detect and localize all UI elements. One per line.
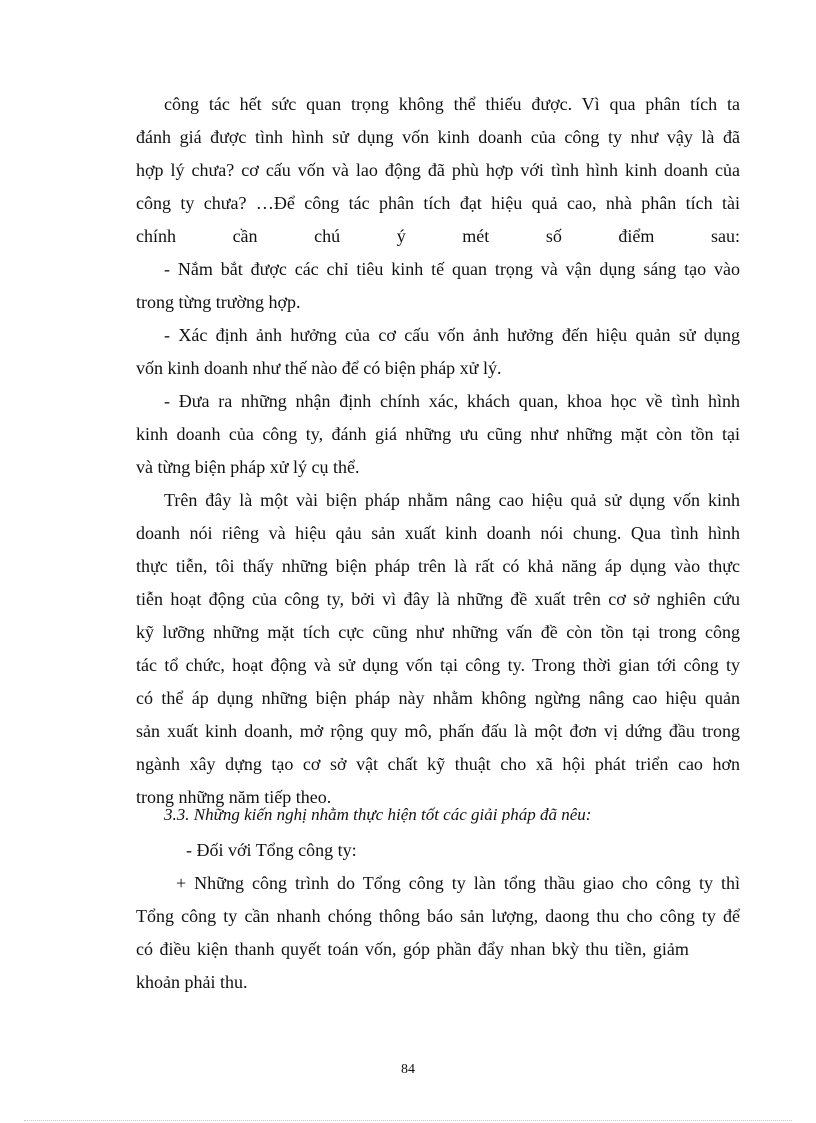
body-text-line: công ty chưa? …Để công tác phân tích đạt hiệu quả cao, nhà phân tích tài — [136, 193, 740, 213]
list-item: - Đối với Tổng công ty: — [186, 840, 357, 860]
body-text-line: ngành xây dựng tạo cơ sở vật chất kỹ thuật cho xã hội phát triển cao hơn — [136, 754, 740, 774]
body-text-line: sản xuất kinh doanh, mở rộng quy mô, phấn đấu là một đơn vị dứng đầu trong — [136, 721, 740, 741]
body-text-line: có thể áp dụng những biện pháp này nhằm không ngừng nâng cao hiệu quản — [136, 688, 740, 708]
body-text-line: khoản phải thu. — [136, 972, 248, 992]
body-text-line: và từng biện pháp xử lý cụ thể. — [136, 457, 360, 477]
body-text-line: thực tiễn, tôi thấy những biện pháp trên là rất có khả năng áp dụng vào thực — [136, 556, 740, 576]
bullet-item: - Xác định ảnh hưởng của cơ cấu vốn ảnh hưởng đến hiệu quản sử dụng — [164, 325, 740, 345]
body-text-line: hợp lý chưa? cơ cấu vốn và lao động đã phù hợp với tình hình kinh doanh của — [136, 160, 740, 180]
body-text-line: trong những năm tiếp theo. — [136, 787, 332, 807]
bullet-item: - Đưa ra những nhận định chính xác, khách quan, khoa học về tình hình — [164, 391, 740, 411]
paragraph-first-line: Trên đây là một vài biện pháp nhằm nâng cao hiệu quả sử dụng vốn kinh — [164, 490, 740, 510]
body-text-line: tác tổ chức, hoạt động và sử dụng vốn tại công ty. Trong thời gian tới công ty — [136, 655, 740, 675]
body-text-line: doanh nói riêng và hiệu qảu sản xuất kinh doanh nói chung. Qua tình hình — [136, 523, 740, 543]
body-text-line: tiễn hoạt động của công ty, bởi vì đây là những đề xuất trên cơ sở nghiên cứu — [136, 589, 740, 609]
bullet-item: - Nắm bắt được các chỉ tiêu kinh tế quan trọng và vận dụng sáng tạo vào — [164, 259, 740, 279]
footer-divider — [24, 1120, 792, 1121]
page-number: 84 — [401, 1062, 415, 1077]
body-text-line: chính cần chú ý mét số điểm sau: — [136, 226, 740, 246]
body-text-line: đánh giá được tình hình sử dụng vốn kinh doanh của công ty như vậy là đã — [136, 127, 740, 147]
section-heading: 3.3. Những kiến nghị nhằm thực hiện tốt các giải pháp đã nêu: — [164, 805, 592, 824]
body-text-line: kinh doanh của công ty, đánh giá những ưu cũng như những mặt còn tồn tại — [136, 424, 740, 444]
body-text-line: trong từng trường hợp. — [136, 292, 301, 312]
body-text-line: kỹ lưỡng những mặt tích cực cũng như những vấn đề còn tồn tại trong công — [136, 622, 740, 642]
list-item: + Những công trình do Tổng công ty làn tổng thầu giao cho công ty thì — [176, 873, 740, 893]
body-text-line: Tổng công ty cần nhanh chóng thông báo sản lượng, daong thu cho công ty để — [136, 906, 740, 926]
body-text-line: có điều kiện thanh quyết toán vốn, góp phần đẩy nhan bkỳ thu tiền, giảm — [136, 939, 689, 959]
body-text-line: công tác hết sức quan trọng không thể thiếu được. Vì qua phân tích ta — [164, 94, 740, 114]
body-text-line: vốn kinh doanh như thế nào để có biện pháp xử lý. — [136, 358, 502, 378]
